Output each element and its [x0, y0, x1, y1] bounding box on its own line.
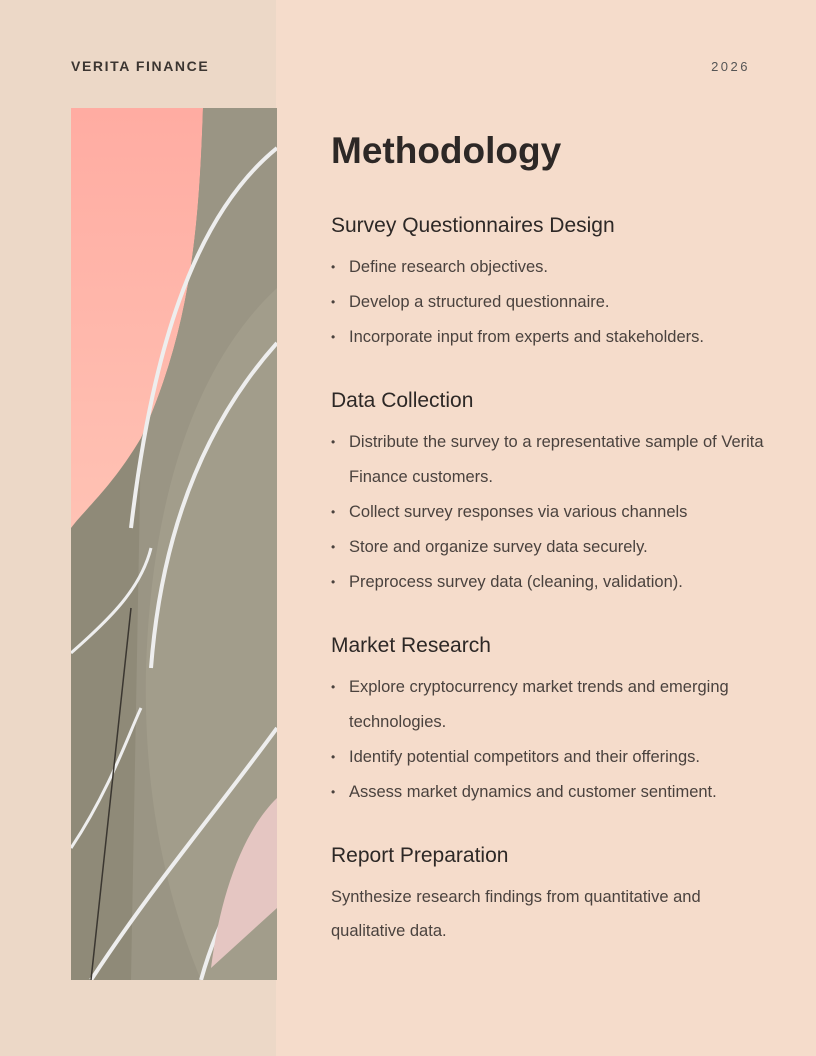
year-label: 2026 — [711, 59, 750, 74]
list-item: • Assess market dynamics and customer sentiment. — [331, 775, 771, 810]
list-item: • Define research objectives. — [331, 250, 771, 285]
bullet-list — [331, 670, 771, 810]
list-item: • Store and organize survey data securely. — [331, 530, 771, 565]
list-item: • Explore cryptocurrency market trends and emerging technologies. — [331, 670, 771, 740]
list-item: • Distribute the survey to a representative sample of Verita Finance customers. — [331, 425, 771, 495]
section-heading: Survey Questionnaires Design — [331, 214, 615, 237]
page-title: Methodology — [331, 130, 562, 171]
list-item: • Develop a structured questionnaire. — [331, 285, 771, 320]
bullet-list — [331, 250, 771, 355]
section-text: Synthesize research findings from quantitative and qualitative data. — [331, 888, 701, 940]
methodology-content — [331, 130, 771, 948]
brand-name: VERITA FINANCE — [71, 58, 210, 74]
section-heading: Market Research — [331, 634, 491, 657]
list-item: • Collect survey responses via various channels — [331, 495, 771, 530]
list-item: • Preprocess survey data (cleaning, validation). — [331, 565, 771, 600]
section-heading: Data Collection — [331, 389, 474, 412]
bullet-list — [331, 425, 771, 600]
architecture-photo — [71, 108, 277, 980]
list-item: • Identify potential competitors and their offerings. — [331, 740, 771, 775]
list-item: • Incorporate input from experts and stakeholders. — [331, 320, 771, 355]
section-heading: Report Preparation — [331, 844, 509, 867]
